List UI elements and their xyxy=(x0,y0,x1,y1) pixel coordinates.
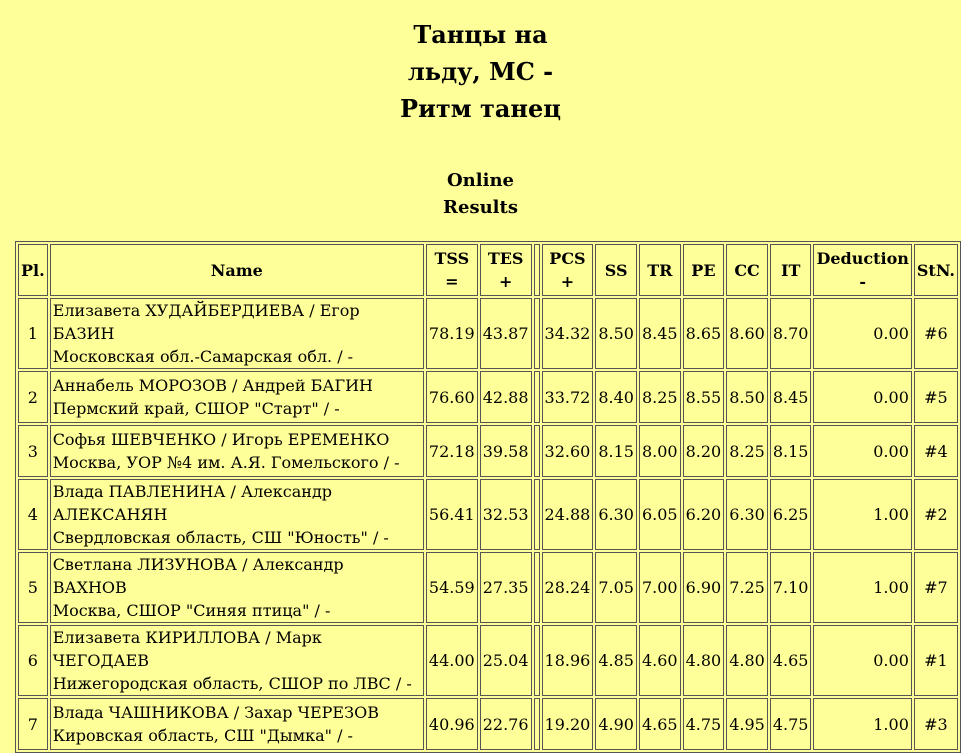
place-cell: 2 xyxy=(18,371,48,423)
col-header-tss-label: TSS xyxy=(434,249,470,268)
name-cell xyxy=(50,298,424,369)
tss-cell: 56.41 xyxy=(426,479,478,550)
col-header-pcs xyxy=(542,244,594,296)
ss-cell: 4.90 xyxy=(595,698,637,750)
club-info: Московская обл.-Самарская обл. / - xyxy=(52,347,354,366)
name-cell xyxy=(50,552,424,623)
spacer-cell xyxy=(534,298,540,369)
tss-cell: 44.00 xyxy=(426,625,478,696)
start-number-cell: #2 xyxy=(914,479,958,550)
tes-cell: 42.88 xyxy=(480,371,532,423)
table-row xyxy=(18,298,958,369)
couple-names: Аннабель МОРОЗОВ / Андрей БАГИН xyxy=(52,376,373,395)
club-info: Москва, УОР №4 им. А.Я. Гомельского / - xyxy=(52,453,400,472)
table-row xyxy=(18,552,958,623)
table-row xyxy=(18,425,958,477)
start-number-cell: #5 xyxy=(914,371,958,423)
results-body xyxy=(18,298,958,750)
club-info: Пермский край, СШОР "Старт" / - xyxy=(52,399,340,418)
title-line: льду, МС - xyxy=(407,57,554,86)
it-cell: 6.25 xyxy=(770,479,812,550)
spacer-cell xyxy=(534,625,540,696)
pe-cell: 8.65 xyxy=(683,298,725,369)
pe-cell: 8.55 xyxy=(683,371,725,423)
pe-cell: 6.20 xyxy=(683,479,725,550)
it-cell: 8.70 xyxy=(770,298,812,369)
ss-cell: 8.40 xyxy=(595,371,637,423)
deduction-cell: 0.00 xyxy=(813,625,911,696)
table-row xyxy=(18,479,958,550)
name-cell xyxy=(50,625,424,696)
place-cell: 5 xyxy=(18,552,48,623)
tr-cell: 8.45 xyxy=(639,298,681,369)
spacer-cell xyxy=(534,698,540,750)
place-cell: 6 xyxy=(18,625,48,696)
col-header-tes-label: TES xyxy=(487,249,524,268)
pcs-cell: 32.60 xyxy=(542,425,594,477)
start-number-cell: #7 xyxy=(914,552,958,623)
col-header-deduction-sub: - xyxy=(859,272,866,291)
pe-cell: 6.90 xyxy=(683,552,725,623)
club-info: Нижегородская область, СШОР по ЛВС / - xyxy=(52,674,412,693)
cc-cell: 8.60 xyxy=(726,298,768,369)
col-header-tss-sub: = xyxy=(445,272,459,291)
spacer-cell xyxy=(534,371,540,423)
title-line: Танцы на xyxy=(413,20,548,49)
tr-cell: 8.25 xyxy=(639,371,681,423)
start-number-cell: #4 xyxy=(914,425,958,477)
cc-cell: 4.80 xyxy=(726,625,768,696)
tr-cell: 7.00 xyxy=(639,552,681,623)
name-cell xyxy=(50,479,424,550)
it-cell: 7.10 xyxy=(770,552,812,623)
deduction-cell: 1.00 xyxy=(813,552,911,623)
it-cell: 8.45 xyxy=(770,371,812,423)
pcs-cell: 18.96 xyxy=(542,625,594,696)
page-subtitle xyxy=(0,167,961,221)
col-header-ss: SS xyxy=(595,244,637,296)
subtitle-line: Online xyxy=(447,170,514,191)
place-cell: 7 xyxy=(18,698,48,750)
deduction-cell: 0.00 xyxy=(813,298,911,369)
tr-cell: 4.65 xyxy=(639,698,681,750)
it-cell: 8.15 xyxy=(770,425,812,477)
results-table xyxy=(15,241,961,753)
tes-cell: 27.35 xyxy=(480,552,532,623)
col-header-deduction xyxy=(813,244,911,296)
pcs-cell: 33.72 xyxy=(542,371,594,423)
col-header-it: IT xyxy=(770,244,812,296)
cc-cell: 6.30 xyxy=(726,479,768,550)
start-number-cell: #3 xyxy=(914,698,958,750)
couple-names: Влада ЧАШНИКОВА / Захар ЧЕРЕЗОВ xyxy=(52,703,379,722)
deduction-cell: 1.00 xyxy=(813,479,911,550)
col-header-cc: CC xyxy=(726,244,768,296)
tss-cell: 78.19 xyxy=(426,298,478,369)
cc-cell: 8.50 xyxy=(726,371,768,423)
deduction-cell: 0.00 xyxy=(813,425,911,477)
name-cell xyxy=(50,371,424,423)
pcs-cell: 34.32 xyxy=(542,298,594,369)
pe-cell: 8.20 xyxy=(683,425,725,477)
pcs-cell: 24.88 xyxy=(542,479,594,550)
cc-cell: 4.95 xyxy=(726,698,768,750)
pcs-cell: 19.20 xyxy=(542,698,594,750)
club-info: Кировская область, СШ "Дымка" / - xyxy=(52,726,353,745)
col-header-pcs-label: PCS xyxy=(549,249,586,268)
col-header-tr: TR xyxy=(639,244,681,296)
ss-cell: 4.85 xyxy=(595,625,637,696)
col-header-deduction-label: Deduction xyxy=(816,249,909,268)
start-number-cell: #6 xyxy=(914,298,958,369)
tr-cell: 4.60 xyxy=(639,625,681,696)
deduction-cell: 1.00 xyxy=(813,698,911,750)
col-header-name: Name xyxy=(50,244,424,296)
tes-cell: 22.76 xyxy=(480,698,532,750)
club-info: Москва, СШОР "Синяя птица" / - xyxy=(52,601,331,620)
subtitle-line: Results xyxy=(443,197,518,218)
place-cell: 1 xyxy=(18,298,48,369)
tes-cell: 32.53 xyxy=(480,479,532,550)
spacer-cell xyxy=(534,425,540,477)
col-header-tes xyxy=(480,244,532,296)
couple-names: Елизавета ХУДАЙБЕРДИЕВА / Егор БАЗИН xyxy=(52,301,360,343)
deduction-cell: 0.00 xyxy=(813,371,911,423)
tss-cell: 76.60 xyxy=(426,371,478,423)
tr-cell: 8.00 xyxy=(639,425,681,477)
tes-cell: 25.04 xyxy=(480,625,532,696)
place-cell: 4 xyxy=(18,479,48,550)
tss-cell: 40.96 xyxy=(426,698,478,750)
place-cell: 3 xyxy=(18,425,48,477)
start-number-cell: #1 xyxy=(914,625,958,696)
table-row xyxy=(18,625,958,696)
col-header-tes-sub: + xyxy=(498,272,513,291)
cc-cell: 7.25 xyxy=(726,552,768,623)
couple-names: Елизавета КИРИЛЛОВА / Марк ЧЕГОДАЕВ xyxy=(52,628,322,670)
couple-names: Светлана ЛИЗУНОВА / Александр ВАХНОВ xyxy=(52,555,344,597)
col-header-place: Pl. xyxy=(18,244,48,296)
col-header-pe: PE xyxy=(683,244,725,296)
club-info: Свердловская область, СШ "Юность" / - xyxy=(52,528,389,547)
pe-cell: 4.80 xyxy=(683,625,725,696)
tes-cell: 43.87 xyxy=(480,298,532,369)
tr-cell: 6.05 xyxy=(639,479,681,550)
pcs-cell: 28.24 xyxy=(542,552,594,623)
table-row xyxy=(18,698,958,750)
pe-cell: 4.75 xyxy=(683,698,725,750)
ss-cell: 7.05 xyxy=(595,552,637,623)
header-row xyxy=(18,244,958,296)
name-cell xyxy=(50,698,424,750)
couple-names: Софья ШЕВЧЕНКО / Игорь ЕРЕМЕНКО xyxy=(52,430,390,449)
name-cell xyxy=(50,425,424,477)
col-header-tss xyxy=(426,244,478,296)
table-row xyxy=(18,371,958,423)
ss-cell: 8.15 xyxy=(595,425,637,477)
spacer-cell xyxy=(534,552,540,623)
tss-cell: 54.59 xyxy=(426,552,478,623)
page-title xyxy=(0,16,961,127)
it-cell: 4.75 xyxy=(770,698,812,750)
couple-names: Влада ПАВЛЕНИНА / Александр АЛЕКСАНЯН xyxy=(52,482,333,524)
tes-cell: 39.58 xyxy=(480,425,532,477)
ss-cell: 8.50 xyxy=(595,298,637,369)
tss-cell: 72.18 xyxy=(426,425,478,477)
spacer-cell xyxy=(534,479,540,550)
col-header-spacer xyxy=(534,244,540,296)
title-line: Ритм танец xyxy=(400,94,561,123)
cc-cell: 8.25 xyxy=(726,425,768,477)
it-cell: 4.65 xyxy=(770,625,812,696)
ss-cell: 6.30 xyxy=(595,479,637,550)
col-header-stn: StN. xyxy=(914,244,958,296)
col-header-pcs-sub: + xyxy=(560,272,575,291)
